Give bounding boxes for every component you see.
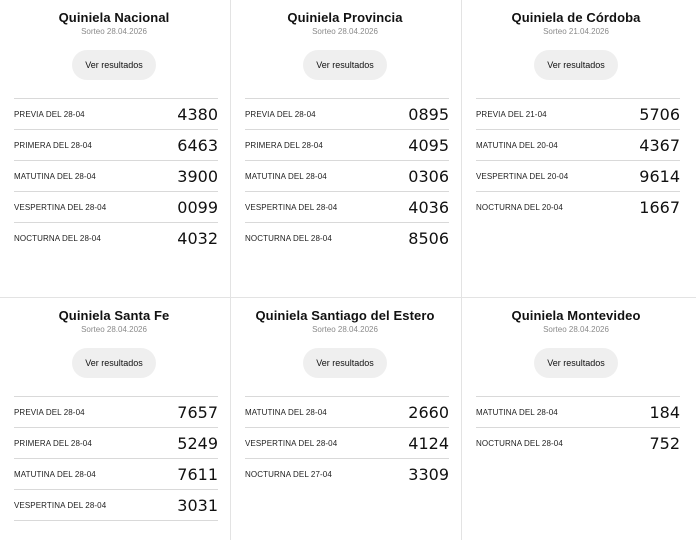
draw-number: 752 [649,433,680,453]
result-row [245,458,449,489]
view-results-button[interactable]: Ver resultados [72,50,156,80]
draw-label: VESPERTINA DEL 20-04 [476,171,569,181]
result-row [14,489,218,520]
draw-number: 5249 [177,433,218,453]
draw-label: PREVIA DEL 28-04 [14,407,85,417]
result-row [14,222,218,253]
draw-number: 4036 [408,197,449,217]
result-row [14,191,218,222]
card-quiniela-nacional [0,0,228,294]
result-row [245,427,449,458]
draw-date: Sorteo 21.04.2026 [543,27,609,36]
draw-number: 8506 [408,228,449,248]
draw-label: PREVIA DEL 28-04 [245,109,316,119]
results-list [231,98,459,253]
draw-number: 7657 [177,402,218,422]
draw-date: Sorteo 28.04.2026 [312,325,378,334]
draw-label: NOCTURNA DEL 28-04 [14,233,101,243]
result-row [14,427,218,458]
card-title: Quiniela Provincia [287,10,403,25]
view-results-button[interactable]: Ver resultados [303,348,387,378]
result-row [245,160,449,191]
draw-label: NOCTURNA DEL 27-04 [245,469,332,479]
card-title: Quiniela Nacional [58,10,170,25]
draw-label: PREVIA DEL 28-04 [14,109,85,119]
result-row [245,129,449,160]
result-row [14,520,218,540]
draw-label: PRIMERA DEL 28-04 [245,140,323,150]
draw-label: NOCTURNA DEL 28-04 [476,438,563,448]
result-row [14,458,218,489]
draw-number: 6463 [177,135,218,155]
card-quiniela-cordoba [462,0,690,294]
results-list [231,396,459,489]
draw-date: Sorteo 28.04.2026 [81,27,147,36]
draw-label: MATUTINA DEL 28-04 [14,469,96,479]
draw-label: NOCTURNA DEL 20-04 [476,202,563,212]
draw-date: Sorteo 28.04.2026 [312,27,378,36]
result-row [245,396,449,427]
result-row [476,396,680,427]
draw-label: PRIMERA DEL 28-04 [14,140,92,150]
draw-number: 3309 [408,464,449,484]
result-row [14,129,218,160]
result-row [14,160,218,191]
result-row [476,160,680,191]
result-row [245,98,449,129]
draw-number: 2660 [408,402,449,422]
result-row [476,129,680,160]
card-quiniela-santiago-del-estero [231,298,459,540]
card-title: Quiniela de Córdoba [511,10,641,25]
card-quiniela-provincia [231,0,459,294]
result-row [14,98,218,129]
card-quiniela-montevideo [462,298,690,540]
draw-number: 4124 [408,433,449,453]
draw-date: Sorteo 28.04.2026 [543,325,609,334]
card-title: Quiniela Santiago del Estero [255,308,435,323]
card-title: Quiniela Montevideo [511,308,641,323]
view-results-button[interactable]: Ver resultados [72,348,156,378]
result-row [476,98,680,129]
draw-number: 184 [649,402,680,422]
draw-label: MATUTINA DEL 28-04 [476,407,558,417]
draw-date: Sorteo 28.04.2026 [81,325,147,334]
draw-number: 9614 [639,166,680,186]
view-results-button[interactable]: Ver resultados [534,50,618,80]
draw-label: VESPERTINA DEL 28-04 [245,438,338,448]
draw-label: MATUTINA DEL 28-04 [245,171,327,181]
draw-number: 4032 [177,228,218,248]
draw-number: 3900 [177,166,218,186]
draw-number: 4380 [177,104,218,124]
results-list [462,98,690,222]
draw-label: VESPERTINA DEL 28-04 [245,202,338,212]
results-list [0,396,228,540]
draw-number: 0895 [408,104,449,124]
draw-label: MATUTINA DEL 20-04 [476,140,558,150]
view-results-button[interactable]: Ver resultados [534,348,618,378]
result-row [245,191,449,222]
result-row [245,222,449,253]
draw-number: 7611 [177,464,218,484]
draw-number: 4367 [639,135,680,155]
draw-label: PREVIA DEL 21-04 [476,109,547,119]
draw-number: 3031 [177,495,218,515]
view-results-button[interactable]: Ver resultados [303,50,387,80]
draw-label: NOCTURNA DEL 28-04 [245,233,332,243]
draw-number: 4095 [408,135,449,155]
result-row [14,396,218,427]
draw-label: MATUTINA DEL 28-04 [14,171,96,181]
card-title: Quiniela Santa Fe [58,308,170,323]
draw-number: 0306 [408,166,449,186]
draw-number: 1667 [639,197,680,217]
card-quiniela-santa-fe [0,298,228,540]
results-list [0,98,228,253]
result-row [476,427,680,458]
draw-label: VESPERTINA DEL 28-04 [14,500,107,510]
draw-label: PRIMERA DEL 28-04 [14,438,92,448]
result-row [476,191,680,222]
draw-number: 0099 [177,197,218,217]
draw-label: MATUTINA DEL 28-04 [245,407,327,417]
results-list [462,396,690,458]
draw-number: 5706 [639,104,680,124]
draw-label: VESPERTINA DEL 28-04 [14,202,107,212]
